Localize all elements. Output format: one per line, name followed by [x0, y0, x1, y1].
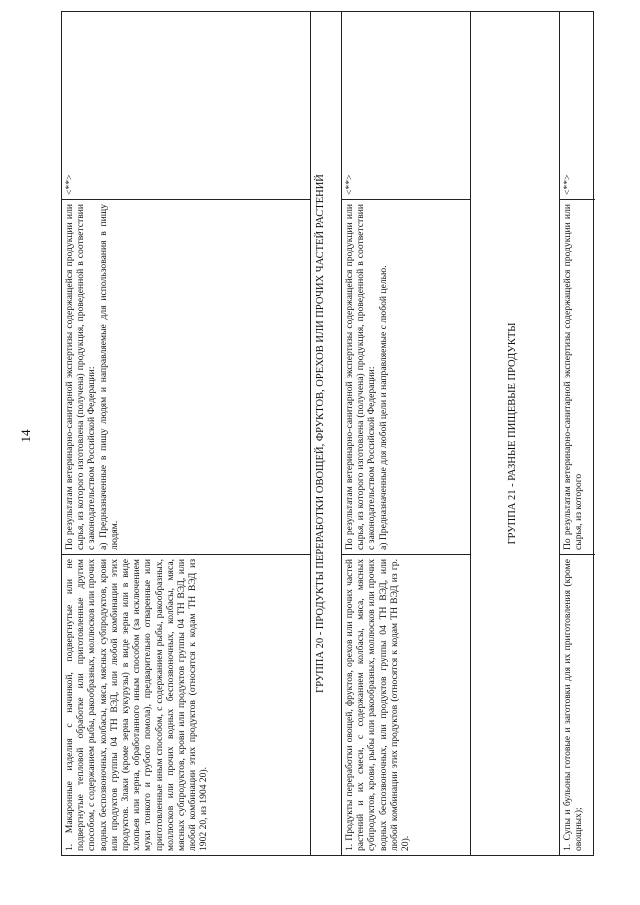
note-cell: [62, 12, 310, 200]
table-row: [560, 12, 595, 855]
table-row: [342, 12, 470, 855]
regulation-table: [61, 11, 594, 856]
group-heading-21: [470, 12, 560, 855]
note-mark: <**>: [64, 174, 75, 195]
condition-cell: [342, 200, 470, 555]
group-heading-20: [310, 12, 342, 855]
product-description: 1. Продукты переработки овощей, фруктов, орехов или прочих частей растений и их смеси, с содержанием колбасы, мяса, мясных субпродуктов, крови, рыбы или ракообразных, моллюсков или прочих водных беспозвоночных, или продуктов группы 04 ТН ВЭД, или любой комбинации этих продуктов (относятся к кодам ТН ВЭД из гр. 20).: [344, 559, 412, 851]
condition-cell: [560, 200, 595, 555]
condition-main-text: По результатам ветеринарно-санитарной экспертизы содержащейся продукции или сырья, из которого изготовлена (получена) продукция, проведенной в соответствии с законодательством Российской Федерации:: [344, 204, 378, 550]
product-description-cell: [342, 555, 470, 855]
product-description: 1. Макаронные изделия с начинкой, подвергнутые или не подвергнутые тепловой обработке или приготовленные другим способом, с содержанием рыбы, ракообразных, моллюсков или прочих водных беспозвоночных, колбасы, мяса, мясных субпродуктов, крови или продуктов группы 04 ТН ВЭД, или любой комбинации этих продуктов. Злаки (кроме зерна кукурузы) в виде зерна или в виде хлопьев или зерна, обработанного иным способом (за исключением муки тонкого и грубого помола), предварительно отваренные или приготовленные иным способом, с содержанием рыбы, ракообразных, моллюсков или прочих водных беспозвоночных, колбасы, мяса, мясных субпродуктов, крови или продуктов группы 04 ТН ВЭД, или любой комбинации этих продуктов (относятся к кодам ТН ВЭД из 1902 20, из 1904 20).: [64, 559, 210, 851]
product-description: 1. Супы и бульоны готовые и заготовки для их приготовления (кроме овощных);: [562, 559, 585, 851]
note-cell: [560, 12, 595, 200]
group-heading-text: ГРУППА 20 - ПРОДУКТЫ ПЕРЕРАБОТКИ ОВОЩЕЙ, ФРУКТОВ, ОРЕХОВ ИЛИ ПРОЧИХ ЧАСТЕЙ РАСТЕНИЙ: [315, 174, 326, 693]
product-description-cell: [62, 555, 310, 855]
note-cell: [342, 12, 470, 200]
page-number: 14: [18, 429, 33, 443]
note-mark: <**>: [562, 174, 573, 195]
condition-main-text: По результатам ветеринарно-санитарной экспертизы содержащейся продукции или сырья, из которого изготовлена (получена) продукция, проведенной в соответствии с законодательством Российской Федерации:: [64, 204, 98, 550]
condition-main-text: По результатам ветеринарно-санитарной экспертизы содержащейся продукции или сырья, из которого: [562, 204, 585, 550]
group-heading-text: ГРУППА 21 - РАЗНЫЕ ПИЩЕВЫЕ ПРОДУКТЫ: [507, 322, 518, 545]
condition-sub-item: а) Предназначенные для любой цели и направляемые с любой целью.: [377, 265, 389, 550]
condition-sub-item: а) Предназначенные в пищу людям и направляемые для использования в пищу людям.: [97, 204, 120, 550]
table-row: [62, 12, 310, 855]
condition-cell: [62, 200, 310, 555]
note-mark: <**>: [344, 174, 355, 195]
product-description-cell: [560, 555, 595, 855]
